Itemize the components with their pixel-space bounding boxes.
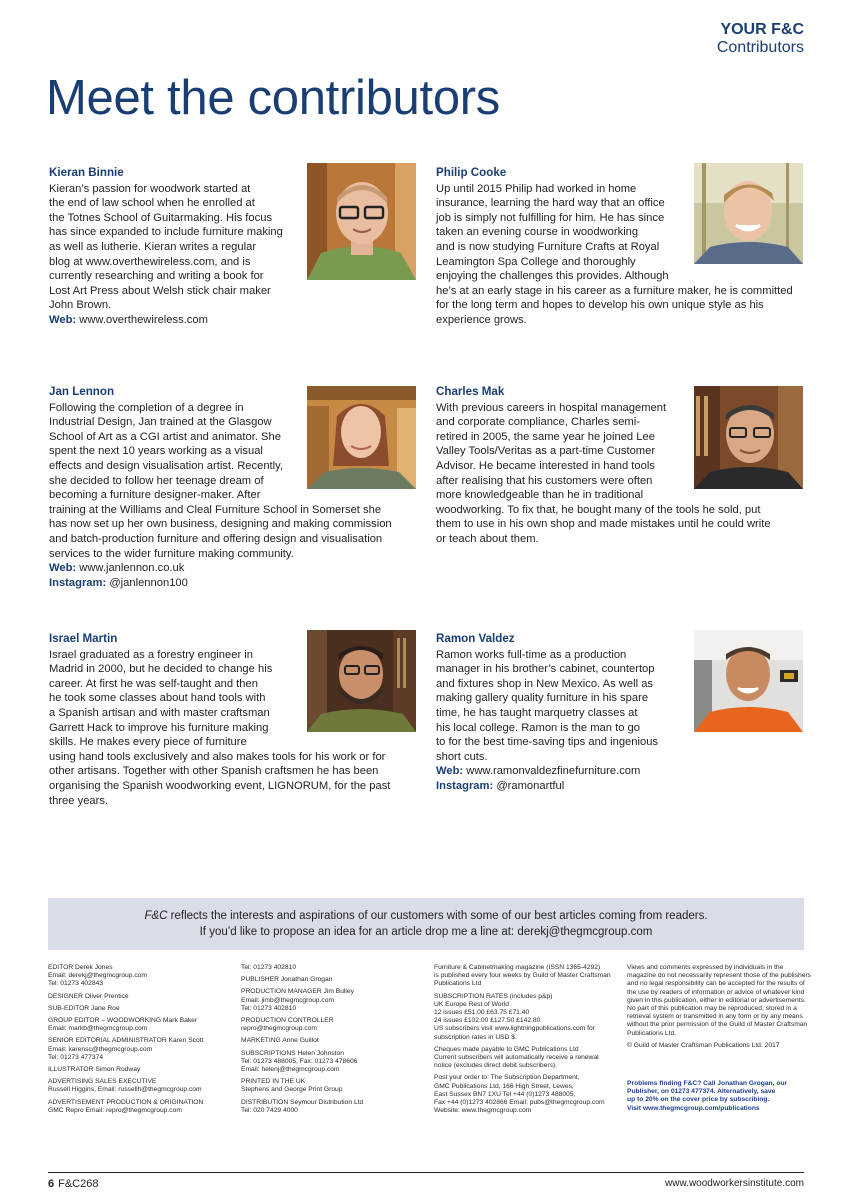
banner-brand: F&C	[144, 910, 168, 922]
bio-line: has now set up her own business, designing and making commission	[49, 518, 392, 531]
credit-line: Russell Higgins, Email: russellh@thegmcgroup.com	[48, 1086, 202, 1094]
bio-line: effects and design visualisation artist. Recently,	[49, 459, 284, 472]
credit-line: ADVERTISING SALES EXECUTIVE	[48, 1078, 157, 1086]
web-label: Web:	[436, 765, 464, 778]
promo-line: Publisher, on 01273 477374. Alternatively, save	[627, 1088, 776, 1096]
bio-line: Following the completion of a degree in	[49, 401, 244, 414]
bio-line: Industrial Design, Jan trained at the Glasgow	[49, 416, 272, 429]
credit-line: ADVERTISEMENT PRODUCTION & ORIGINATION	[48, 1098, 204, 1106]
credit-line: 24 issues £102.00 £127.50 £142.80	[434, 1017, 541, 1025]
credit-line: Tel: 01273 477374	[48, 1053, 104, 1061]
credits-column-2	[241, 964, 363, 1115]
credit-line: notice (excludes direct debit subscribers).	[434, 1062, 558, 1070]
web-label: Web:	[49, 313, 77, 326]
credit-line: DISTRIBUTION Seymour Distribution Ltd	[241, 1098, 364, 1106]
credit-line: PRINTED IN THE UK	[241, 1078, 306, 1086]
bio-line: other artisans. Together with other Spanish craftsmen he has been	[49, 765, 379, 778]
portrait-jan-lennon	[307, 386, 416, 489]
credit-line: given in this publication, either in editorial or advertisements.	[627, 996, 806, 1004]
contributor-name: Philip Cooke	[436, 166, 507, 179]
bio-line: making gallery quality furniture in his spare	[436, 692, 649, 705]
promo-line: Problems finding F&C? Call Jonathan Grogan, our	[627, 1080, 788, 1087]
bio-line: Advisor. He became interested in hand tools	[436, 459, 655, 472]
credit-line: subscription rates in USD $.	[434, 1033, 517, 1041]
bio-line: them to use in his own shop and made mistakes until he could write	[436, 518, 771, 531]
bio-line: School of Art as a CGI artist and animator. She	[49, 430, 281, 443]
bio-line: Kieran’s passion for woodwork started at	[49, 182, 251, 195]
bio-line: becoming a furniture designer-maker. After	[49, 489, 261, 502]
bio-line: Madrid in 2000, but he decided to change his	[49, 663, 273, 676]
footer-website[interactable]: www.woodworkersinstitute.com	[665, 1178, 804, 1189]
portrait-israel-martin	[307, 630, 416, 732]
credit-line: the use by readers of information or advice of whatever kind	[627, 988, 805, 996]
bio-line: experience grows.	[436, 313, 527, 326]
promo-line: Visit www.thegmcgroup.com/publications	[627, 1104, 760, 1112]
credit-line: DESIGNER Oliver Prentice	[48, 992, 129, 1000]
bio-line: manager in his brother’s cabinet, countertop	[436, 663, 655, 676]
footer-divider	[48, 1172, 804, 1173]
credit-line: GROUP EDITOR – WOODWORKING Mark Baker	[48, 1017, 198, 1025]
bio-line: With previous careers in hospital management	[436, 401, 667, 414]
bio-line: to for the best time-saving tips and ingenious	[436, 736, 659, 749]
bio-line: he’s at an early stage in his career as a furniture maker, he is committed	[436, 284, 793, 297]
credit-line: is published every four weeks by Guild of Master Craftsman	[434, 972, 611, 980]
credit-line: SUB-EDITOR Jane Roe	[48, 1004, 120, 1012]
bio-line: has since expanded to include furniture making	[49, 226, 283, 239]
bio-line: retired in 2005, the same year he joined Lee	[436, 430, 655, 443]
contributor-name: Charles Mak	[436, 385, 505, 398]
page-number: 6	[48, 1178, 55, 1190]
bio-line: short cuts.	[436, 750, 488, 763]
credit-line: Tel: 01273 402843	[48, 980, 104, 988]
web-link[interactable]: www.janlennon.co.uk	[79, 562, 185, 575]
bio-line: using hand tools exclusively and also makes tools for his work or for	[49, 750, 386, 763]
credit-line: Fax +44 (0)1273 402866 Email: pubs@thegmcgroup.com	[434, 1099, 605, 1107]
credit-line: Furniture & Cabinetmaking magazine (ISSN 1365-4292)	[434, 964, 601, 971]
issue-number: F&C268	[58, 1178, 99, 1190]
bio-line: and fixtures shop in New Mexico. As well as	[436, 677, 654, 690]
credit-line: Publications Ltd.	[627, 1029, 677, 1037]
bio-line: Valley Tools/Veritas as a part-time Customer	[436, 445, 656, 458]
contributor-name: Jan Lennon	[49, 385, 115, 398]
contributor-kieran-binnie	[49, 166, 283, 328]
bio-line: he took some classes about hand tools with	[49, 692, 266, 705]
credit-line: Tel: 01273 402810	[241, 1004, 297, 1012]
contributor-name: Israel Martin	[49, 632, 118, 645]
bio-line: training at the Williams and Cleal Furniture School in Somerset she	[49, 503, 382, 516]
credit-line: Post your order to: The Subscription Department,	[434, 1074, 580, 1082]
bio-text	[436, 648, 658, 765]
credit-line: repro@thegmcgroup.com	[241, 1025, 317, 1033]
bio-line: currently researching and writing a book for	[49, 270, 264, 283]
bio-line: skills. He makes every piece of furniture	[49, 736, 247, 749]
bio-line: services to the wider furniture making community.	[49, 547, 294, 560]
instagram-label: Instagram:	[436, 779, 494, 792]
credit-line: and no legal responsibility can be accepted for the results of	[627, 980, 805, 988]
portrait-kieran-binnie	[307, 163, 416, 280]
bio-line: organising the Spanish woodworking event, LIGNORUM, for the past	[49, 779, 391, 792]
web-link[interactable]: www.ramonvaldezfinefurniture.com	[466, 765, 641, 778]
credits-column-3	[434, 964, 611, 1115]
bio-line: woodworking. To fix that, he bought many of the tools he sold, put	[436, 503, 761, 516]
credit-line: Views and comments expressed by individuals in the	[627, 964, 784, 971]
credit-line: Tel: 020 7429 4000	[241, 1106, 298, 1114]
credit-line: 12 issues £51.00 £63.75 £71.40	[434, 1009, 530, 1017]
credit-line: Cheques made payable to GMC Publications Ltd	[434, 1045, 579, 1053]
bio-line: time, he has taught marquetry classes at	[436, 706, 638, 719]
credit-line: MARKETING Anne Guillot	[241, 1037, 319, 1045]
credit-line: EDITOR Derek Jones	[48, 964, 113, 971]
bio-line: Lost Art Press about Welsh stick chair maker	[49, 284, 271, 297]
section-header	[717, 22, 804, 56]
credit-line: GMC Publications Ltd, 166 High Street, Lewes,	[434, 1082, 574, 1090]
credit-line: PRODUCTION MANAGER Jim Bulley	[241, 988, 354, 996]
bio-line: three years.	[49, 794, 109, 807]
bio-line: spent the next 10 years working as a visual	[49, 445, 263, 458]
subscription-promo	[627, 1080, 787, 1113]
credit-line: US subscribers visit www.lightningpublications.com for	[434, 1025, 595, 1033]
section-label: YOUR F&C	[720, 21, 804, 38]
bio-line: Garrett Hack to improve his furniture making	[49, 721, 269, 734]
editorial-banner	[48, 898, 804, 950]
page-title: Meet the contributors	[46, 71, 500, 125]
bio-line: a Spanish artisan and with master craftsman	[49, 706, 270, 719]
bio-line: his local college. Ramon is the man to go	[436, 721, 640, 734]
credit-line: Publications Ltd	[434, 980, 482, 988]
credits-column-1	[48, 964, 203, 1115]
bio-line: blog at www.overthewireless.com, and is	[49, 255, 251, 268]
bio-line: job is simply not fulfilling for him. He has since	[436, 211, 665, 224]
credit-line: Stephens and George Print Group	[241, 1086, 343, 1094]
instagram-handle[interactable]: @ramonartful	[496, 779, 565, 792]
credit-line: PUBLISHER Jonathan Grogan	[241, 976, 333, 984]
credit-line: ILLUSTRATOR Simon Rodway	[48, 1066, 141, 1074]
bio-line: more knowledgeable than he in traditional	[436, 489, 644, 502]
bio-line: Israel graduated as a forestry engineer in	[49, 648, 253, 661]
bio-line: the end of law school when he enrolled at	[49, 197, 255, 210]
footer-folio	[48, 1178, 98, 1190]
bio-line: John Brown.	[49, 299, 112, 312]
banner-line-1	[48, 908, 804, 924]
contributor-name: Ramon Valdez	[436, 632, 515, 645]
portrait-philip-cooke	[694, 163, 803, 264]
bio-line: after realising that his customers were often	[436, 474, 653, 487]
credit-line: No part of this publication may be reproduced, stored in a	[627, 1005, 797, 1013]
credit-line: Email: markb@thegmcgroup.com	[48, 1025, 148, 1033]
credit-spacer	[627, 1054, 811, 1058]
credit-line: SUBSCRIPTION RATES (includes p&p)	[434, 992, 553, 1000]
banner-line-1-text: reflects the interests and aspirations of our customers with some of our best articles coming from readers.	[167, 910, 708, 922]
bio-line: insurance, learning the hard way that an office	[436, 197, 665, 210]
bio-text	[49, 182, 283, 313]
credit-line: PRODUCTION CONTROLLER	[241, 1017, 334, 1025]
credit-line: GMC Repro Email: repro@thegmcgroup.com	[48, 1106, 182, 1114]
bio-line: as well as lutherie. Kieran writes a regular	[49, 240, 257, 253]
bio-line: for the long term and hopes to develop his own unique style as his	[436, 299, 764, 312]
credit-line: UK Europe Rest of World	[434, 1000, 509, 1008]
bio-line: and is now studying Furniture Crafts at Royal	[436, 240, 660, 253]
credit-line: SENIOR EDITORIAL ADMINISTRATOR Karen Scott	[48, 1037, 204, 1045]
bio-line: enjoying the challenges this provides. Although	[436, 270, 669, 283]
portrait-charles-mak	[694, 386, 803, 489]
bio-line: the Totnes School of Guitarmaking. His focus	[49, 211, 273, 224]
credit-line: East Sussex BN7 1XU Tel +44 (0)1273 488005,	[434, 1090, 576, 1098]
bio-line: Up until 2015 Philip had worked in home	[436, 182, 637, 195]
bio-line: and batch-production furniture and offering design and visualisation	[49, 532, 383, 545]
bio-line: taken an evening course in woodworking	[436, 226, 639, 239]
credit-line: Email: derekj@thegmcgroup.com	[48, 972, 147, 980]
bio-line: and corporate compliance, Charles semi-	[436, 416, 640, 429]
web-link[interactable]: www.overthewireless.com	[79, 313, 208, 326]
bio-line: she decided to follow her teenage dream of	[49, 474, 264, 487]
credit-line: Tel: 01273 402810	[241, 964, 297, 971]
credit-line: SUBSCRIPTIONS Helen Johnston	[241, 1049, 344, 1057]
section-sublabel: Contributors	[716, 39, 804, 56]
credit-line: Email: jimb@thegmcgroup.com	[241, 996, 335, 1004]
contributor-ramon-valdez	[436, 632, 658, 794]
instagram-handle[interactable]: @janlennon100	[109, 576, 188, 589]
credit-line: © Guild of Master Craftsman Publications Ltd. 2017	[627, 1041, 780, 1049]
promo-line: up to 20% on the cover price by subscribing.	[627, 1096, 770, 1104]
credit-line: Email: helenj@thegmcgroup.com	[241, 1066, 340, 1074]
credit-line: without the prior permission of the Guild of Master Craftsman	[627, 1021, 808, 1029]
instagram-label: Instagram:	[49, 576, 107, 589]
contributor-name: Kieran Binnie	[49, 166, 124, 179]
credit-line: magazine do not necessarily represent those of the publishers	[627, 972, 812, 980]
banner-line-2: If you’d like to propose an idea for an article drop me a line at: derekj@thegmcgroup.com	[199, 926, 653, 938]
credit-line: Website: www.thegmcgroup.com	[434, 1107, 532, 1115]
credit-line: retrieval system or transmitted in any form or by any means	[627, 1013, 803, 1021]
credit-line: Tel: 01273 488005, Fax: 01273 478606	[241, 1057, 358, 1065]
bio-line: or teach about them.	[436, 532, 539, 545]
credits-column-4	[627, 964, 811, 1058]
bio-line: Ramon works full-time as a production	[436, 648, 627, 661]
web-label: Web:	[49, 562, 77, 575]
bio-line: Leamington Spa College and thoroughly	[436, 255, 636, 268]
portrait-ramon-valdez	[694, 630, 803, 732]
credit-line: Current subscribers will automatically receive a renewal	[434, 1054, 599, 1062]
bio-line: career. At first he was self-taught and then	[49, 677, 258, 690]
credit-line: Email: karensc@thegmcgroup.com	[48, 1045, 153, 1053]
